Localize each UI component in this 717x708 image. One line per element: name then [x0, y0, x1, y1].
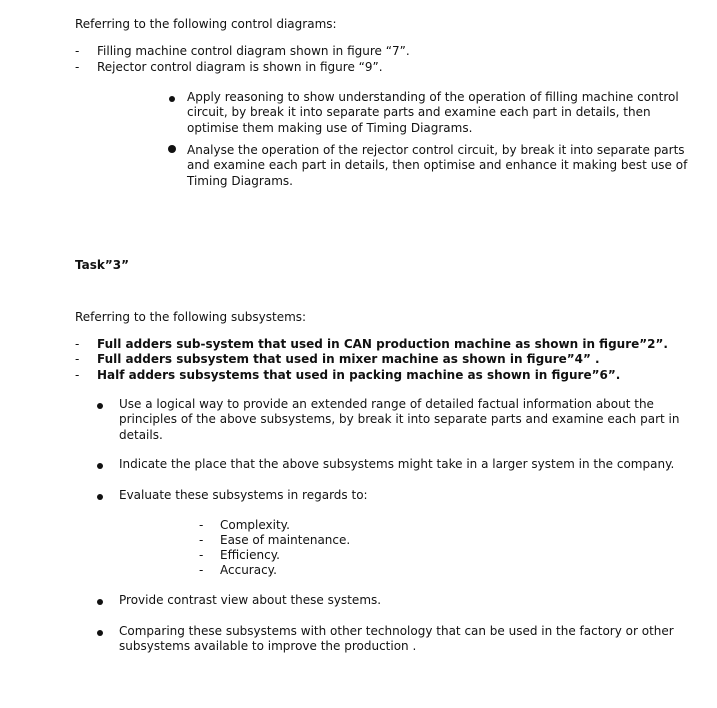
bullet-line: subsystems available to improve the production . — [119, 639, 417, 654]
bullet-paragraph — [119, 397, 679, 443]
bullet-paragraph — [119, 624, 674, 655]
diagram-item: Rejector control diagram is shown in figure “9”. — [97, 60, 383, 74]
dash-marker: - — [199, 548, 204, 562]
criteria-item: Accuracy. — [220, 563, 277, 577]
bullet-line: Comparing these subsystems with other technology that can be used in the factory or other — [119, 624, 674, 638]
bullet-icon — [97, 403, 103, 409]
subsystem-item: Full adders subsystem that used in mixer machine as shown in figure”4” . — [97, 352, 600, 366]
dash-marker: - — [75, 368, 80, 382]
bullet-line: and examine each part in details, then optimise and enhance it making best use of — [187, 158, 688, 173]
dash-marker: - — [75, 60, 80, 74]
bullet-line: Use a logical way to provide an extended range of detailed factual information about the — [119, 397, 654, 411]
bullet-line: optimise them making use of Timing Diagrams. — [187, 120, 473, 135]
dash-marker: - — [75, 337, 80, 351]
bullet-line: Provide contrast view about these systems. — [119, 593, 382, 607]
task-title: Task”3” — [75, 258, 129, 272]
bullet-paragraph — [187, 143, 687, 189]
dash-marker: - — [199, 518, 204, 532]
subsystem-item: Full adders sub-system that used in CAN production machine as shown in figure”2”. — [97, 337, 668, 351]
bullet-line: Apply reasoning to show understanding of the operation of filling machine control — [187, 90, 679, 104]
bullet-line: Evaluate these subsystems in regards to: — [119, 488, 368, 502]
dash-marker: - — [75, 352, 80, 366]
section1-intro: Referring to the following control diagrams: — [75, 17, 337, 31]
criteria-item: Efficiency. — [220, 548, 280, 562]
bullet-icon — [169, 96, 175, 102]
bullet-icon — [97, 630, 103, 636]
bullet-line: Timing Diagrams. — [187, 173, 293, 188]
criteria-item: Ease of maintenance. — [220, 533, 351, 547]
bullet-paragraph — [187, 90, 679, 136]
diagram-item: Filling machine control diagram shown in figure “7”. — [97, 44, 410, 58]
bullet-line: details. — [119, 427, 163, 442]
dash-marker: - — [199, 563, 204, 577]
criteria-item: Complexity. — [220, 518, 290, 532]
bullet-line: principles of the above subsystems, by break it into separate parts and examine each part in — [119, 412, 680, 427]
bullet-line: Indicate the place that the above subsystems might take in a larger system in the company. — [119, 457, 675, 471]
dash-marker: - — [75, 44, 80, 58]
section2-intro: Referring to the following subsystems: — [75, 310, 307, 324]
bullet-line: circuit, by break it into separate parts and examine each part in details, then — [187, 105, 651, 120]
bullet-icon — [97, 599, 103, 605]
bullet-icon — [97, 463, 103, 469]
bullet-icon — [168, 145, 176, 153]
bullet-icon — [97, 494, 103, 500]
dash-marker: - — [199, 533, 204, 547]
subsystem-item: Half adders subsystems that used in packing machine as shown in figure”6”. — [97, 368, 621, 382]
bullet-line: Analyse the operation of the rejector control circuit, by break it into separate parts — [187, 143, 685, 157]
